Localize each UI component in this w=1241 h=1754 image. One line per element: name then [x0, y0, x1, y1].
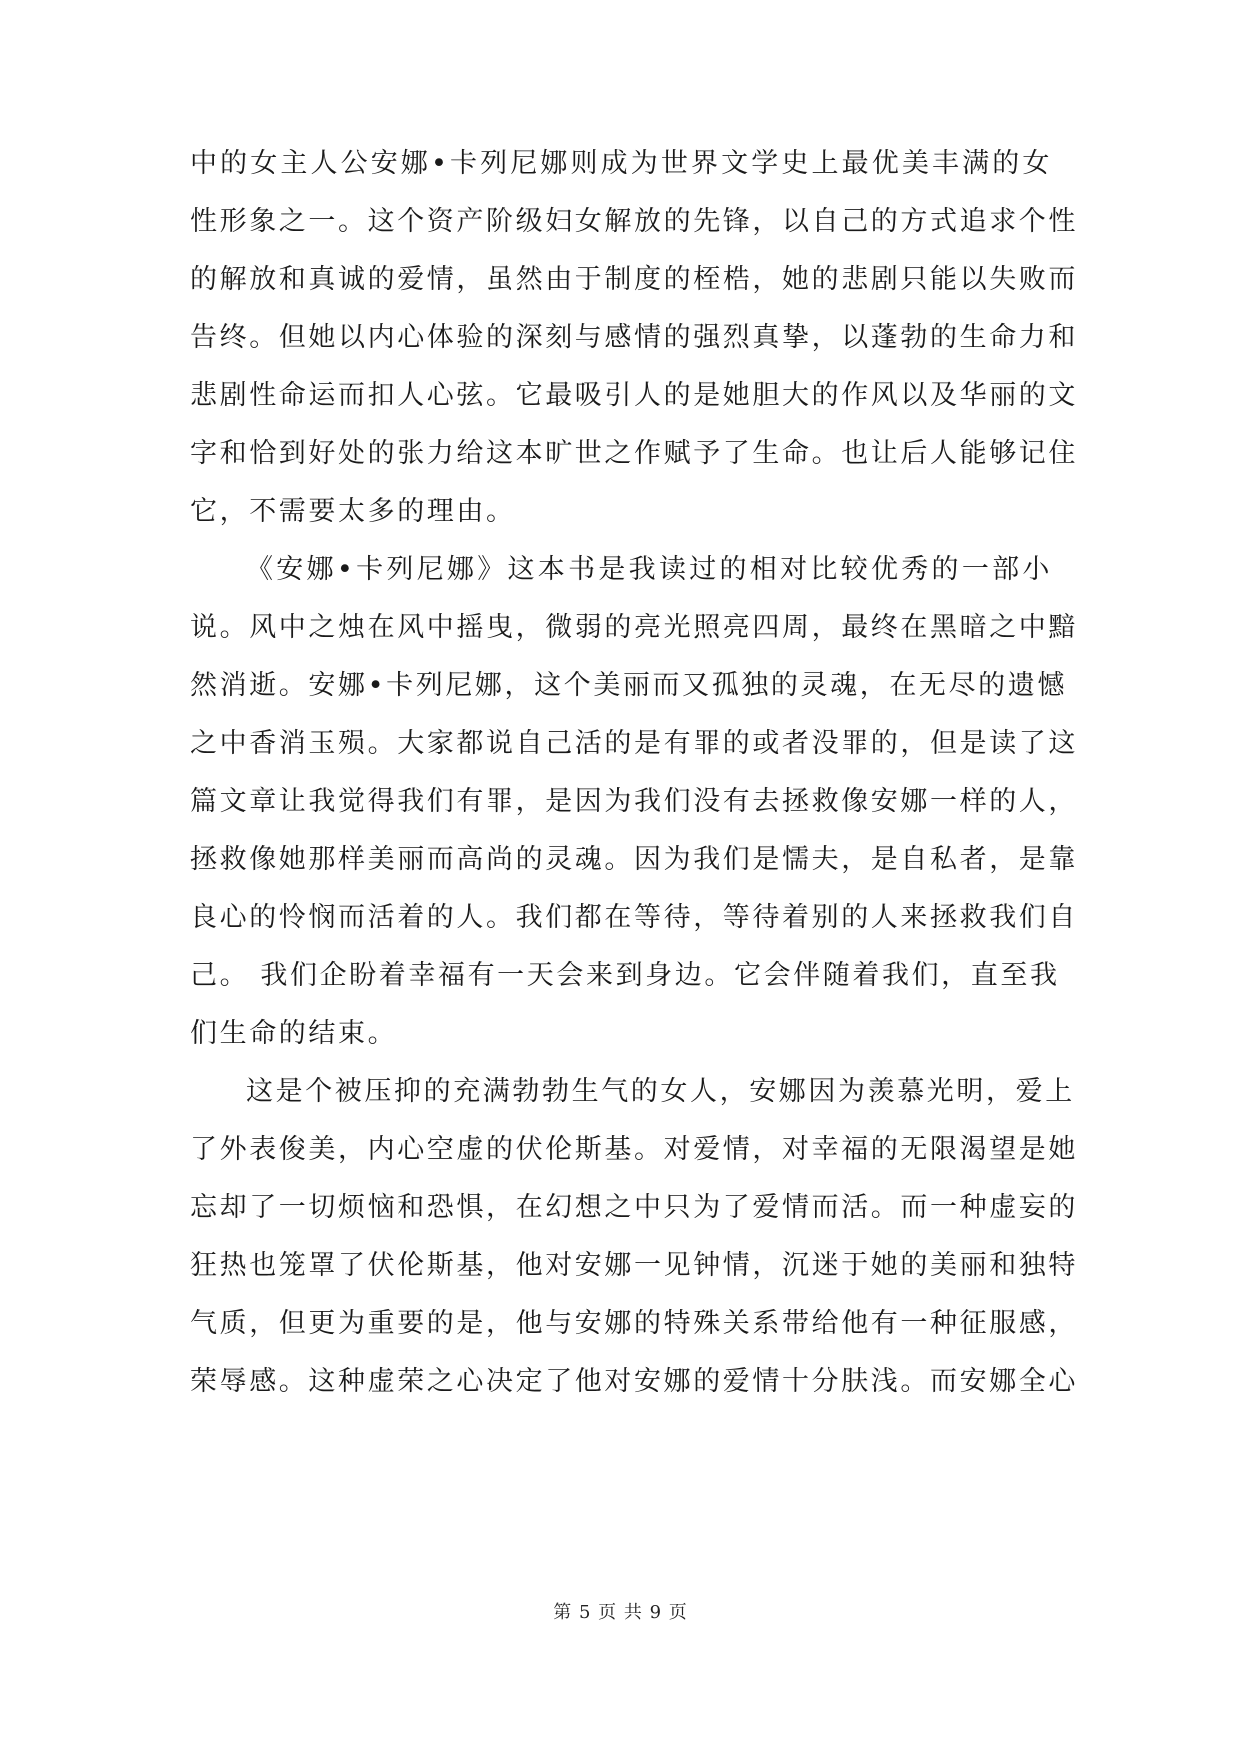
text-line: 忘却了一切烦恼和恐惧，在幻想之中只为了爱情而活。而一种虚妄的 — [190, 1192, 1078, 1223]
text-line: 气质，但更为重要的是，他与安娜的特殊关系带给他有一种征服感， — [190, 1308, 1078, 1339]
text-line: 告终。但她以内心体验的深刻与感情的强烈真挚，以蓬勃的生命力和 — [190, 322, 1078, 353]
text-line: 篇文章让我觉得我们有罪，是因为我们没有去拯救像安娜一样的人， — [190, 786, 1078, 817]
text-line: 良心的怜悯而活着的人。我们都在等待，等待着别的人来拯救我们自 — [190, 902, 1078, 933]
text-line: 中的女主人公安娜•卡列尼娜则成为世界文学史上最优美丰满的女 — [190, 148, 1052, 179]
text-line: 说。风中之烛在风中摇曳，微弱的亮光照亮四周，最终在黑暗之中黯 — [190, 612, 1078, 643]
text-line: 这是个被压抑的充满勃勃生气的女人，安娜因为羡慕光明，爱上 — [246, 1076, 1075, 1107]
text-line: 的解放和真诚的爱情，虽然由于制度的桎梏，她的悲剧只能以失败而 — [190, 264, 1078, 295]
text-line: 荣辱感。这种虚荣之心决定了他对安娜的爱情十分肤浅。而安娜全心 — [190, 1366, 1078, 1397]
text-line: 己。 我们企盼着幸福有一天会来到身边。它会伴随着我们，直至我 — [190, 960, 1060, 991]
text-line: 了外表俊美，内心空虚的伏伦斯基。对爱情，对幸福的无限渴望是她 — [190, 1134, 1078, 1165]
text-line: 性形象之一。这个资产阶级妇女解放的先锋，以自己的方式追求个性 — [190, 206, 1078, 237]
text-line: 它，不需要太多的理由。 — [190, 496, 516, 527]
page-number-footer: 第 5 页 共 9 页 — [553, 1602, 688, 1623]
text-line: 然消逝。安娜•卡列尼娜，这个美丽而又孤独的灵魂，在无尽的遗憾 — [190, 670, 1067, 701]
text-line: 拯救像她那样美丽而高尚的灵魂。因为我们是懦夫，是自私者，是靠 — [190, 844, 1078, 875]
text-line: 字和恰到好处的张力给这本旷世之作赋予了生命。也让后人能够记住 — [190, 438, 1078, 469]
text-line: 们生命的结束。 — [190, 1018, 398, 1049]
text-line: 悲剧性命运而扣人心弦。它最吸引人的是她胆大的作风以及华丽的文 — [190, 380, 1078, 411]
text-line: 《安娜•卡列尼娜》这本书是我读过的相对比较优秀的一部小 — [246, 554, 1052, 585]
text-line: 之中香消玉殒。大家都说自己活的是有罪的或者没罪的，但是读了这 — [190, 728, 1078, 759]
text-line: 狂热也笼罩了伏伦斯基，他对安娜一见钟情，沉迷于她的美丽和独特 — [190, 1250, 1078, 1281]
